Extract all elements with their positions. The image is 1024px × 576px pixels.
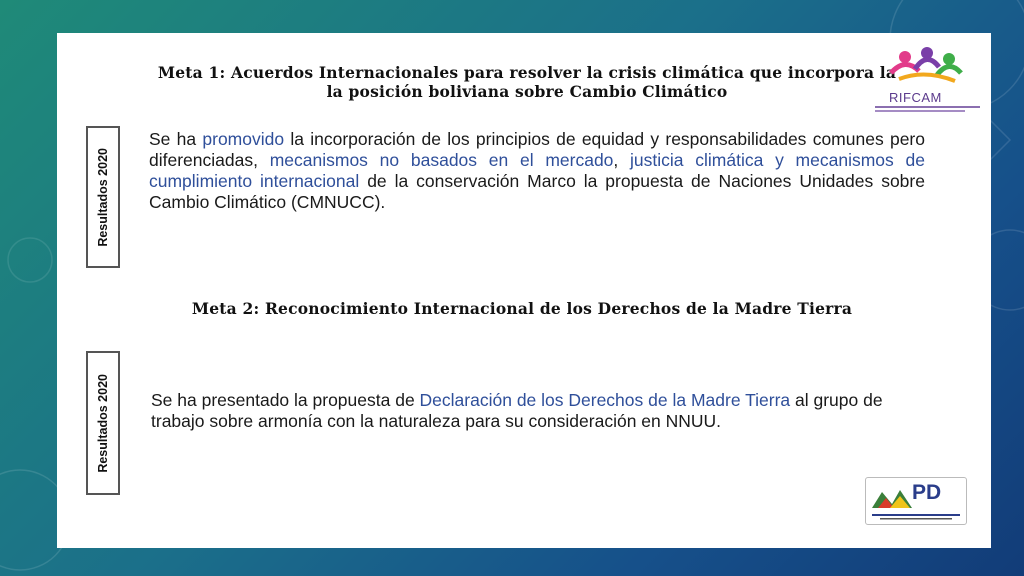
- results-label-2: Resultados 2020: [96, 373, 110, 473]
- meta1-title-line2: la posición boliviana sobre Cambio Climático: [326, 82, 728, 101]
- result1-highlight-3: justicia climática y mecanismos de cumplimiento internacional: [149, 150, 925, 191]
- result1-text-2: la incorporación de los principios de equidad y responsabilidades comunes pero diferenciadas,: [149, 129, 925, 170]
- result1-text-4: de la conservación Marco la propuesta de Naciones Unidades sobre Cambio Climático (CMNUCC).: [149, 171, 925, 212]
- pd-logo-icon: [870, 482, 914, 514]
- result1-highlight-1: promovido: [202, 129, 285, 149]
- result2-paragraph: [151, 390, 921, 432]
- result2-text-2: al grupo de trabajo sobre armonía con la naturaleza para su consideración en NNUU.: [151, 390, 883, 431]
- result1-highlight-2: mecanismos no basados en el mercado: [269, 150, 614, 170]
- slide-content: [57, 33, 991, 548]
- pd-logo-text: PD: [912, 481, 942, 504]
- rifcam-tagline-icon: [875, 105, 980, 113]
- meta2-title: Meta 2: Reconocimiento Internacional de los Derechos de la Madre Tierra: [191, 299, 853, 318]
- result1-paragraph: [149, 129, 925, 213]
- result1-text-3: ,: [613, 150, 631, 170]
- results-label-1: Resultados 2020: [96, 147, 110, 247]
- results-label-box-2: [86, 351, 120, 495]
- meta1-title-line1: Meta 1: Acuerdos Internacionales para resolver la crisis climática que incorpora la: [157, 63, 897, 82]
- result1-text-1: Se ha: [149, 129, 203, 149]
- rifcam-logo-text: RIFCAM: [889, 90, 942, 105]
- result2-highlight-1: Declaración de los Derechos de la Madre Tierra: [419, 390, 791, 410]
- result2-text-1: Se ha presentado la propuesta de: [151, 390, 420, 410]
- pd-tagline-icon: [872, 514, 960, 520]
- pd-logo: [865, 477, 967, 525]
- results-label-box-1: [86, 126, 120, 268]
